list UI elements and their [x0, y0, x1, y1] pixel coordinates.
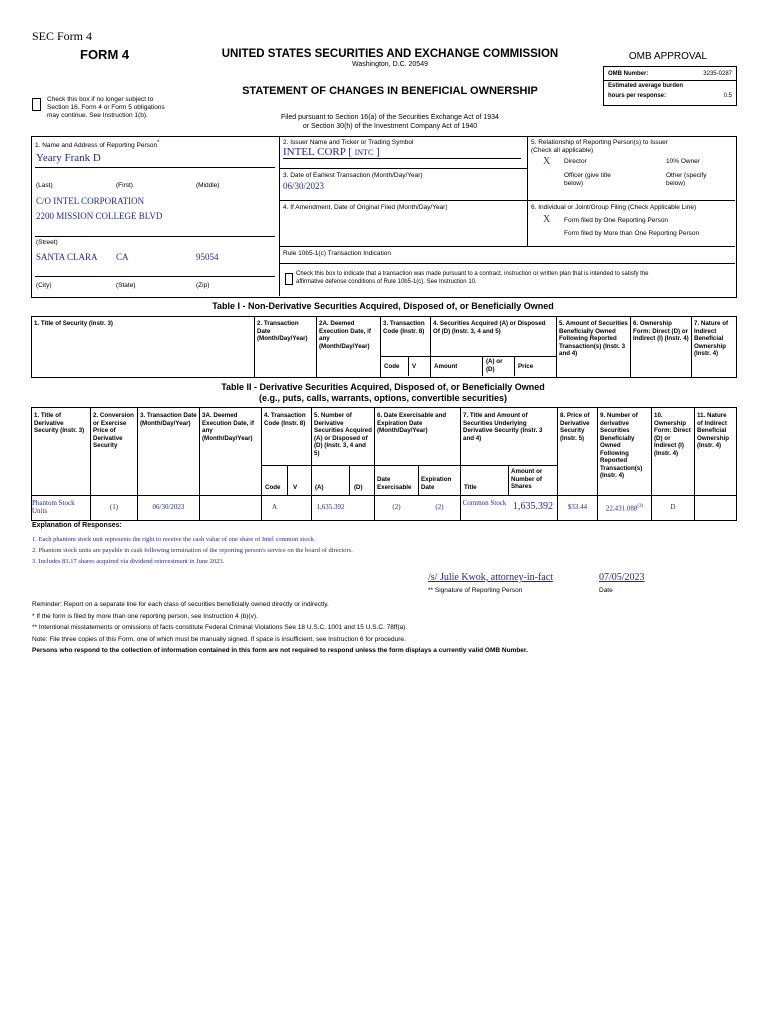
last-label: (Last) [36, 182, 53, 189]
note-3: 3. Includes 83.17 shares acquired via dividend reinvestment in June 2023. [32, 558, 225, 565]
issuer-label: 2. Issuer Name and Ticker or Trading Symbol [283, 139, 414, 146]
t2-h3: 3. Transaction Date (Month/Day/Year) [140, 412, 197, 427]
statement-title: STATEMENT OF CHANGES IN BENEFICIAL OWNERSHIP [242, 85, 538, 97]
no-longer-subject-checkbox[interactable] [32, 98, 41, 111]
t2-h8: 8. Price of Derivative Security (Instr. 5) [560, 412, 590, 442]
filing-label: 6. Individual or Joint/Group Filing (Check Applicable Line) [531, 204, 697, 211]
zip-label: (Zip) [196, 282, 210, 289]
t1-h6: 6. Ownership Form: Direct (D) or Indirect (I) (Instr. 4) [633, 320, 689, 342]
t1-h7: 7. Nature of Indirect Beneficial Ownership (Instr. 4) [694, 320, 729, 357]
t2-row-security: Phantom Stock Units [32, 499, 75, 515]
omb-number-label: OMB Number: [608, 71, 649, 77]
rule-checkbox[interactable] [285, 273, 293, 285]
rule-label: Rule 10b5-1(c) Transaction Indication [283, 250, 392, 257]
address-line-1: C/O INTEL CORPORATION [36, 196, 145, 206]
t2-h10: 10. Ownership Form: Direct (D) or Indirect (I) (Instr. 4) [654, 412, 691, 457]
issuer-name: INTEL CORP [ INTC ] [283, 146, 380, 158]
t1-h5: 5. Amount of Securities Beneficially Owned Following Reported Transaction(s) (Instr. 3 and 4) [559, 320, 628, 357]
t1-h2a: 2A. Deemed Execution Date, if any (Month/Day/Year) [319, 320, 371, 350]
footer-notes [32, 599, 528, 657]
other-label: Other (specify below) [666, 172, 707, 187]
city-label: (City) [36, 282, 52, 289]
director-label: Director [564, 158, 587, 165]
t2-row-date: 06/30/2023 [152, 503, 185, 511]
t2-code: Code [265, 484, 281, 491]
rule-text: Check this box to indicate that a transaction was made pursuant to a contract, instruction or written plan that is intended to satisfy the affirmative defense conditions of Rule 10b5-1(c). See Instruction 10. [296, 271, 649, 285]
reporting-person-name: Yeary Frank D [36, 152, 101, 164]
omb-approval-title: OMB APPROVAL [628, 51, 708, 62]
t2-h1: 1. Title of Derivative Security (Instr. 3) [34, 412, 85, 434]
t2-h6: 6. Date Exercisable and Expiration Date (Month/Day/Year) [377, 412, 447, 434]
no-longer-subject-text: Check this box if no longer subject to Section 16. Form 4 or Form 5 obligations may continue. See Instruction 1(b). [47, 96, 165, 119]
t2-h5: 5. Number of Derivative Securities Acquired (A) or Disposed of (D) (Instr. 3, 4 and 5) [314, 412, 372, 457]
t2-date-exercisable: Date Exercisable [377, 476, 412, 491]
earliest-date-value: 06/30/2023 [283, 181, 325, 191]
signature-name: /s/ Julie Kwok, attorney-in-fact [428, 572, 553, 583]
address-line-2: 2200 MISSION COLLEGE BLVD [36, 211, 163, 221]
zip-value: 95054 [196, 252, 219, 262]
footer-line-4: Note: File three copies of this Form, one of which must be manually signed. If space is insufficient, see Instruction 6 for procedure. [32, 635, 406, 643]
state-value: CA [116, 252, 129, 262]
footer-line-3: ** Intentional misstatements or omissions of facts constitute Federal Criminal Violations See 18 U.S.C. 1001 and 15 U.S.C. 78ff(a). [32, 624, 408, 631]
note-2: 2. Phantom stock units are payable in cash following termination of the reporting person's service on the board of directors. [32, 547, 353, 554]
burden-value: 0.5 [723, 93, 732, 99]
t2-row-owned: 22,431.088$^{(3)}$ [605, 504, 644, 513]
t2-row-acquired: 1,635.392 [316, 503, 345, 511]
t2-row-price: $33.44 [567, 503, 588, 511]
table2-title: Table II - Derivative Securities Acquired, Disposed of, or Beneficially Owned (e.g., puts, calls, warrants, options, convertible securities) [221, 382, 545, 403]
reporting-person-label: 1. Name and Address of Reporting Person* [35, 140, 160, 150]
amendment-label: 4. If Amendment, Date of Original Filed (Month/Day/Year) [283, 204, 448, 211]
commission-title: UNITED STATES SECURITIES AND EXCHANGE COMMISSION [221, 48, 559, 60]
table1-title: Table I - Non-Derivative Securities Acquired, Disposed of, or Beneficially Owned [212, 301, 554, 311]
t2-h2: 2. Conversion or Exercise Price of Derivative Security [93, 412, 134, 449]
signature-date: 07/05/2023 [599, 572, 645, 583]
t2-expiration-date: Expiration Date [421, 476, 452, 491]
t2-row-ownership: D [670, 503, 676, 511]
t2-h9: 9. Number of derivative Securities Beneficially Owned Following Reported Transaction(s) (Instr. 4) [600, 412, 643, 479]
city-value: SANTA CLARA [36, 252, 98, 262]
director-mark[interactable]: X [543, 156, 551, 167]
state-label: (State) [116, 282, 136, 289]
t2-h4: 4. Transaction Code (Instr. 8) [264, 412, 306, 427]
first-label: (First) [116, 182, 133, 189]
note-1: 1. Each phantom stock unit represents the right to receive the cash value of one share of Intel common stock. [32, 536, 316, 543]
t1-v: V [412, 363, 417, 370]
t1-h4: 4. Securities Acquired (A) or Disposed Of (D) (Instr. 3, 4 and 5) [433, 320, 546, 335]
t1-aord: (A) or (D) [486, 358, 503, 373]
t2-row-conversion: (1) [109, 503, 119, 511]
t2-row-code: A [271, 503, 278, 511]
t2-title: Title [464, 484, 477, 491]
date-label: Date [599, 587, 613, 594]
middle-label: (Middle) [196, 182, 220, 189]
t2-h7: 7. Title and Amount of Securities Underlying Derivative Security (Instr. 3 and 4) [463, 412, 543, 442]
ten-percent-owner-label: 10% Owner [666, 158, 700, 165]
t2-d: (D) [354, 484, 363, 491]
t2-row-exercisable: (2) [392, 503, 401, 511]
t2-row-underlying-title: Common Stock [462, 499, 507, 507]
t1-amount: Amount [434, 363, 458, 370]
relationship-label: 5. Relationship of Reporting Person(s) to Issuer (Check all applicable) [531, 139, 668, 154]
t1-price: Price [518, 363, 534, 370]
burden-label-1: Estimated average burden [608, 83, 684, 89]
earliest-date-label: 3. Date of Earliest Transaction (Month/Day/Year) [283, 172, 423, 179]
t2-h3a: 3A. Deemed Execution Date, if any (Month/Day/Year) [202, 412, 254, 442]
filed-pursuant: Filed pursuant to Section 16(a) of the Securities Exchange Act of 1934 or Section 30(h) of the Investment Company Act of 1940 [281, 114, 499, 130]
form-title: FORM 4 [80, 47, 130, 62]
street-label: (Street) [36, 239, 58, 246]
t2-row-underlying-amount: 1,635.392 [513, 501, 553, 512]
explanation-title: Explanation of Responses: [32, 522, 122, 529]
filing-one-mark[interactable]: X [543, 214, 551, 225]
filing-one-label: Form filed by One Reporting Person [564, 217, 669, 224]
t2-a: (A) [315, 484, 324, 491]
t2-v: V [293, 484, 298, 491]
t1-code: Code [384, 363, 400, 370]
t1-h1: 1. Title of Security (Instr. 3) [34, 320, 113, 327]
commission-location: Washington, D.C. 20549 [351, 61, 428, 68]
explanation-notes [32, 534, 353, 567]
t2-h11: 11. Nature of Indirect Beneficial Ownership (Instr. 4) [697, 412, 729, 449]
t2-row-expiration: (2) [435, 503, 444, 511]
t1-h3: 3. Transaction Code (Instr. 8) [383, 320, 425, 335]
omb-number-value: 3235-0287 [703, 71, 732, 77]
footer-line-2: * If the form is filed by more than one reporting person, see Instruction 4 (b)(v). [32, 612, 258, 620]
t2-amount-shares: Amount or Number of Shares [511, 468, 543, 490]
footer-line-5: Persons who respond to the collection of information contained in this form are not required to respond unless the form displays a currently valid OMB Number. [32, 647, 528, 654]
signature-label: ** Signature of Reporting Person [428, 587, 523, 594]
omb-box [603, 66, 737, 106]
sec-form-label: SEC Form 4 [32, 29, 93, 43]
burden-label-2: hours per response: [608, 93, 667, 99]
filing-more-label: Form filed by More than One Reporting Person [564, 230, 700, 237]
t1-h2: 2. Transaction Date (Month/Day/Year) [257, 320, 308, 342]
footer-line-1: Reminder: Report on a separate line for each class of securities beneficially owned directly or indirectly. [32, 601, 329, 608]
officer-label: Officer (give title below) [564, 172, 611, 187]
